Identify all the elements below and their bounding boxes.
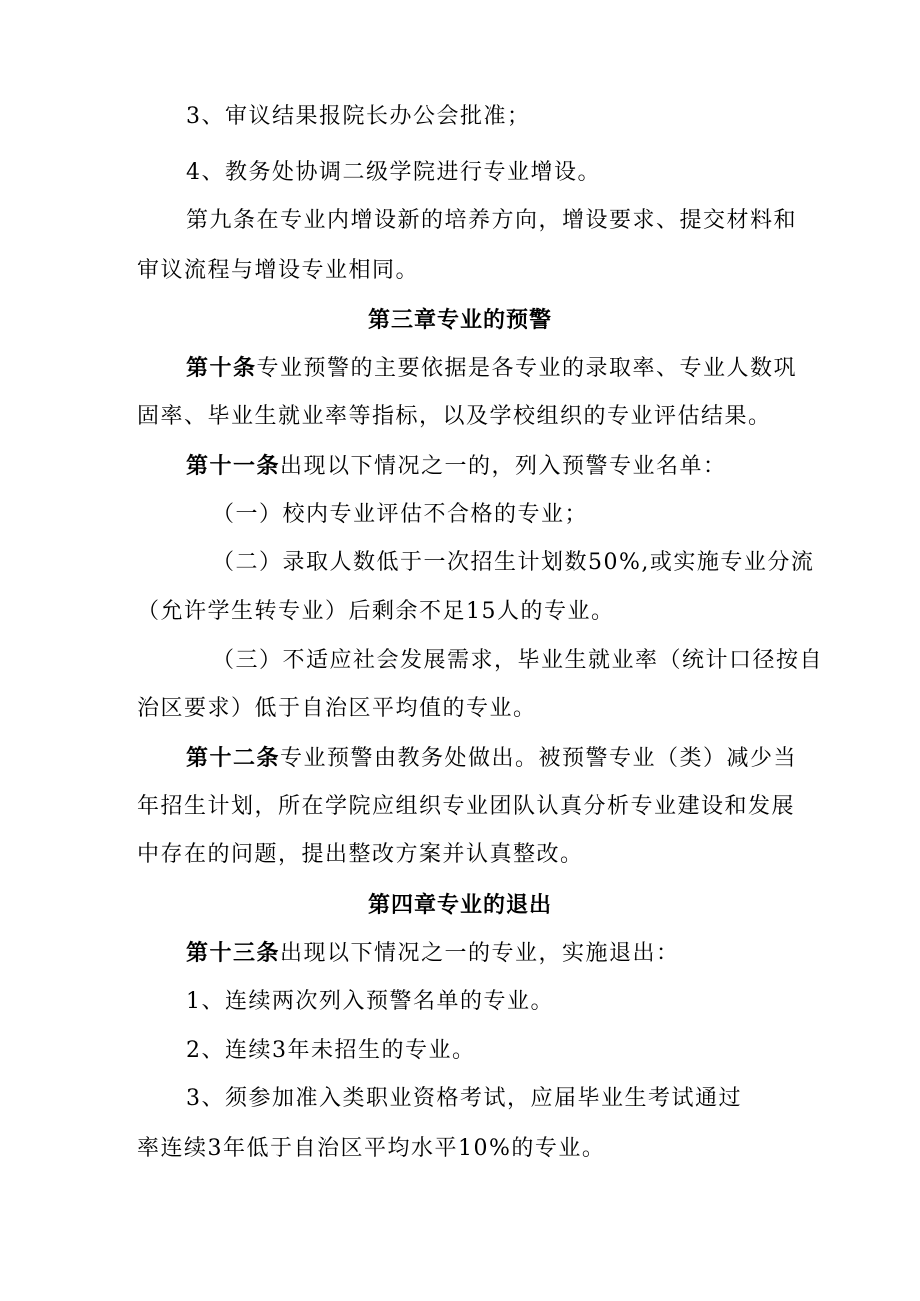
line-text: 治区要求）低于自治区平均值的专业。 — [137, 696, 537, 721]
line-text: 年招生计划，所在学院应组织专业团队认真分析专业建设和发展 — [137, 794, 796, 819]
list-item — [212, 500, 892, 530]
list-item — [186, 1084, 886, 1114]
paragraph-line — [137, 597, 897, 627]
paragraph-line — [137, 792, 897, 822]
line-text: （一）校内专业评估不合格的专业； — [212, 502, 589, 527]
paragraph-line — [186, 206, 886, 236]
line-text: （二）录取人数低于一次招生计划数50%,或实施专业分流 — [212, 550, 815, 575]
line-text: （三）不适应社会发展需求，毕业生就业率（统计口径按自 — [212, 648, 824, 673]
paragraph-line — [137, 694, 897, 724]
paragraph-line — [137, 256, 837, 286]
article-number: 第十二条 — [186, 745, 281, 771]
article-line — [186, 743, 886, 774]
article-number: 第十一条 — [186, 453, 281, 479]
article-line — [186, 451, 886, 482]
article-line — [186, 353, 886, 384]
paragraph-line — [137, 840, 897, 870]
line-text: 1、连续两次列入预警名单的专业。 — [186, 989, 554, 1014]
line-text: 固率、毕业生就业率等指标，以及学校组织的专业评估结果。 — [137, 404, 772, 429]
line-text: 出现以下情况之一的专业，实施退出： — [280, 941, 680, 966]
chapter-heading — [0, 890, 920, 920]
list-item — [212, 646, 892, 676]
line-text: 中存在的问题，提出整改方案并认真整改。 — [137, 842, 584, 867]
article-line — [186, 938, 886, 969]
paragraph-line — [186, 158, 886, 188]
line-text: 专业预警的主要依据是各专业的录取率、专业人数巩 — [256, 356, 798, 381]
paragraph-line — [137, 1134, 897, 1164]
line-text: 出现以下情况之一的，列入预警专业名单： — [280, 454, 727, 479]
line-text: 3、审议结果报院长办公会批准； — [186, 104, 531, 129]
line-text: 率连续3年低于自治区平均水平10%的专业。 — [137, 1136, 606, 1161]
article-number: 第十条 — [186, 355, 257, 381]
list-item — [186, 1036, 886, 1066]
list-item — [186, 987, 886, 1017]
line-text: 专业预警由教务处做出。被预警专业（类）减少当 — [280, 746, 798, 771]
line-text: 第九条在专业内增设新的培养方向，增设要求、提交材料和 — [186, 208, 798, 233]
list-item — [212, 548, 892, 578]
line-text: 审议流程与增设专业相同。 — [137, 258, 420, 283]
paragraph-line — [186, 102, 886, 132]
paragraph-line — [137, 402, 897, 432]
line-text: 4、教务处协调二级学院进行专业增设。 — [186, 160, 601, 185]
line-text: 3、须参加准入类职业资格考试，应届毕业生考试通过 — [186, 1086, 742, 1111]
line-text: 2、连续3年未招生的专业。 — [186, 1038, 476, 1063]
chapter-heading — [0, 305, 920, 335]
article-number: 第十三条 — [186, 940, 281, 966]
line-text: （允许学生转专业）后剩余不足15人的专业。 — [137, 599, 615, 624]
chapter-heading-text: 第四章专业的退出 — [367, 892, 552, 918]
chapter-heading-text: 第三章专业的预警 — [367, 307, 552, 333]
